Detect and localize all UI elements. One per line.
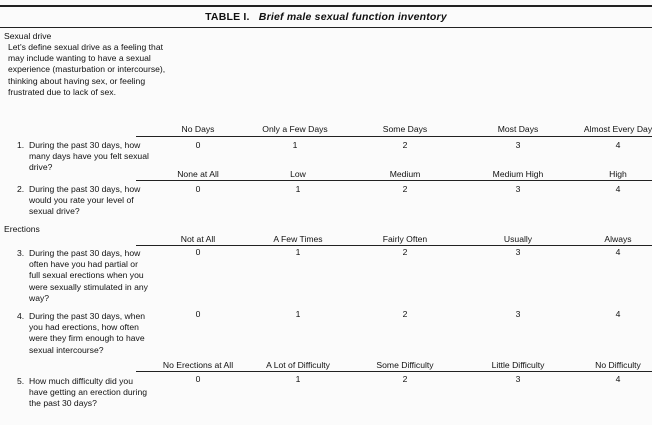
q1-value-4: 4 <box>615 140 621 150</box>
question-4-number: 4. <box>17 311 25 321</box>
title-rule <box>0 27 652 28</box>
q5-header-rule <box>136 371 652 372</box>
sexual-drive-intro: Let's define sexual drive as a feeling that may include wanting to have a sexual experience (masturbation or intercourse), thinking about having sex, or feeling frustrated due to lack of sex. <box>8 42 166 97</box>
q3-value-2: 2 <box>402 247 408 257</box>
q3-value-3: 3 <box>515 247 521 257</box>
q4-value-2: 2 <box>402 309 408 319</box>
question-1-number: 1. <box>17 140 25 150</box>
question-2-number: 2. <box>17 184 25 194</box>
q2-value-3: 3 <box>515 184 521 194</box>
q1-value-2: 2 <box>402 140 408 150</box>
question-2 <box>17 184 141 217</box>
question-5-number: 5. <box>17 376 25 386</box>
q5-label-0: No Erections at All <box>162 360 234 370</box>
q1-value-0: 0 <box>195 140 201 150</box>
question-3 <box>17 248 148 303</box>
q1-value-3: 3 <box>515 140 521 150</box>
q2-value-1: 1 <box>295 184 301 194</box>
q2-value-4: 4 <box>615 184 621 194</box>
question-4-text: During the past 30 days, when you had erections, how often were they firm enough to have sexual intercourse? <box>29 311 146 355</box>
question-5-text: How much difficulty did you have getting an erection during the past 30 days? <box>29 376 148 409</box>
q3-label-2: Fairly Often <box>382 234 428 244</box>
question-1-text: During the past 30 days, how many days have you felt sexual drive? <box>29 140 149 173</box>
q1-header-rule <box>136 136 652 137</box>
q1-value-1: 1 <box>292 140 298 150</box>
q5-label-2: Some Difficulty <box>376 360 434 370</box>
q3-label-3: Usually <box>503 234 533 244</box>
q5-value-4: 4 <box>615 374 621 384</box>
table-label: TABLE I. <box>205 11 250 23</box>
q4-value-4: 4 <box>615 309 621 319</box>
q5-value-1: 1 <box>295 374 301 384</box>
question-3-number: 3. <box>17 248 25 258</box>
q1-label-3: Most Days <box>497 124 539 134</box>
question-4 <box>17 311 146 355</box>
q1-label-1: Only a Few Days <box>262 124 328 134</box>
q4-value-3: 3 <box>515 309 521 319</box>
q2-value-2: 2 <box>402 184 408 194</box>
q3-value-0: 0 <box>195 247 201 257</box>
q2-label-0: None at All <box>177 169 219 179</box>
q3-label-0: Not at All <box>180 234 216 244</box>
q5-label-3: Little Difficulty <box>491 360 545 370</box>
q5-value-2: 2 <box>402 374 408 384</box>
q3-header-rule <box>136 245 652 246</box>
q4-value-1: 1 <box>295 309 301 319</box>
q5-value-3: 3 <box>515 374 521 384</box>
question-3-text: During the past 30 days, how often have you had partial or full sexual erections when you were sexually stimulated in any way? <box>29 248 148 303</box>
question-1 <box>17 140 149 173</box>
question-2-text: During the past 30 days, how would you rate your level of sexual drive? <box>29 184 141 217</box>
q3-label-1: A Few Times <box>273 234 323 244</box>
q3-label-4: Always <box>604 234 632 244</box>
q5-label-1: A Lot of Difficulty <box>266 360 330 370</box>
q2-label-1: Low <box>290 169 306 179</box>
section-heading-sexual-drive: Sexual drive <box>4 31 52 41</box>
section-heading-erections: Erections <box>4 224 40 234</box>
q4-value-0: 0 <box>195 309 201 319</box>
q1-label-2: Some Days <box>382 124 428 134</box>
q2-label-4: High <box>609 169 627 179</box>
q3-value-4: 4 <box>615 247 621 257</box>
q2-value-0: 0 <box>195 184 201 194</box>
q5-label-4: No Difficulty <box>595 360 641 370</box>
q2-header-rule <box>136 180 652 181</box>
q5-value-0: 0 <box>195 374 201 384</box>
top-rule <box>0 5 652 7</box>
q3-value-1: 1 <box>295 247 301 257</box>
q2-label-3: Medium High <box>492 169 544 179</box>
table-caption: Brief male sexual function inventory <box>258 11 447 23</box>
question-5 <box>17 376 148 409</box>
q1-label-0: No Days <box>181 124 215 134</box>
q2-label-2: Medium <box>389 169 421 179</box>
q1-label-4: Almost Every Day <box>583 124 652 134</box>
table-title <box>0 11 652 23</box>
